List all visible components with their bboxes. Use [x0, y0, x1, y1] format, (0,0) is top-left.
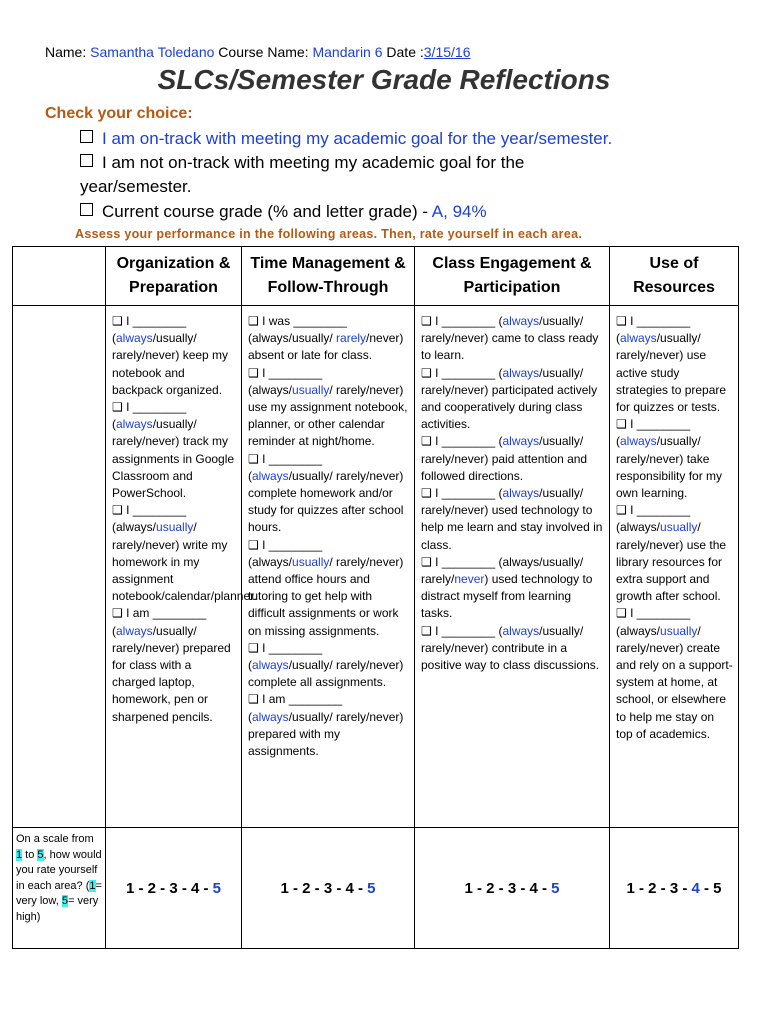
- statement-text: ❑ I ________ (always/: [616, 606, 691, 638]
- date-label: Date :: [382, 44, 424, 60]
- statement-text: ❑ I ________ (always/: [616, 503, 691, 535]
- statement-text: / rarely/never) use the library resources for extra support and growth after school.: [616, 520, 727, 604]
- statement-text: /usually/ rarely/never) keep my notebook and backpack organized.: [112, 331, 229, 397]
- student-name: Samantha Toledano: [90, 44, 215, 60]
- selected-frequency: always: [116, 417, 153, 432]
- scale-min: 1: [16, 848, 23, 861]
- selected-frequency: always: [620, 331, 657, 346]
- statement-text: /usually/ rarely/never) came to class ready to learn.: [421, 314, 599, 363]
- checkbox-icon[interactable]: [80, 130, 93, 143]
- statement-text: /usually/ rarely/never) complete all assignments.: [248, 658, 404, 690]
- rating-selected: 5: [367, 879, 376, 897]
- statement-item[interactable]: [112, 605, 236, 725]
- statement-item[interactable]: [421, 433, 604, 485]
- header-time-management: Time Management & Follow-Through: [242, 247, 415, 306]
- statement-text: /usually/ rarely/never) take responsibility for my own learning.: [616, 434, 723, 501]
- selected-frequency: rarely: [336, 331, 367, 346]
- header-class-engagement: Class Engagement & Participation: [415, 247, 610, 306]
- choice-on-track[interactable]: [80, 127, 612, 151]
- statement-text: ❑ I ________ (always/: [248, 537, 323, 569]
- rating-text: 1 - 2 - 3 - 4 -: [464, 879, 552, 897]
- statement-item[interactable]: [616, 502, 733, 605]
- statement-item[interactable]: [421, 623, 604, 675]
- choice-on-track-label: I am on-track with meeting my academic goal for the year/semester.: [102, 129, 613, 148]
- statement-text: ❑ I ________ (: [421, 314, 503, 328]
- statement-text: ❑ I ________ (: [421, 623, 503, 638]
- name-label: Name:: [45, 44, 91, 60]
- checkbox-icon[interactable]: [80, 203, 93, 216]
- statement-text: /usually/ rarely/never) complete homework and/or study for quizzes after school hours.: [248, 468, 404, 535]
- rating-organization[interactable]: [106, 828, 242, 949]
- rating-selected: 5: [551, 879, 560, 897]
- scale-text: = very low,: [16, 879, 102, 907]
- statement-text: /usually/ rarely/never) track my assignments in Google Classroom and PowerSchool.: [112, 417, 235, 501]
- rating-selected: 4: [691, 879, 700, 897]
- course-grade-value: A, 94%: [431, 202, 487, 221]
- scale-text: = very high): [16, 895, 99, 923]
- page-title: SLCs/Semester Grade Reflections: [157, 64, 611, 95]
- rating-class-engagement[interactable]: [415, 828, 610, 949]
- choice-not-on-track[interactable]: [80, 151, 640, 199]
- selected-frequency: always: [502, 623, 540, 638]
- statement-text: / rarely/never) use my assignment notebook, planner, or other calendar reminder at night/home.: [248, 382, 408, 449]
- selected-frequency: usually: [660, 520, 698, 535]
- statement-text: /usually/ rarely/never) used technology to help me learn and stay involved in class.: [421, 486, 603, 552]
- scale-max: 5: [61, 895, 68, 907]
- rating-text: 1 - 2 - 3 -: [626, 879, 692, 897]
- rating-text: - 5: [699, 879, 722, 897]
- scale-text: On a scale from: [16, 833, 94, 845]
- statement-text: /usually/ rarely/never) use active study strategies to prepare for quizzes or tests.: [616, 331, 727, 415]
- statement-item[interactable]: [421, 365, 604, 434]
- time-management-statements: [242, 306, 415, 828]
- statement-text: / rarely/never) attend office hours and tutoring to get help with difficult assignments or work on missing assignments.: [248, 554, 404, 638]
- selected-frequency: usually: [660, 623, 698, 638]
- reflection-table: [12, 246, 739, 949]
- statement-item[interactable]: [112, 313, 236, 399]
- statement-text: ❑ I was ________ (always/usually/: [248, 314, 347, 346]
- statement-text: ❑ I ________ (: [112, 314, 187, 346]
- header-use-of-resources: Use of Resources: [610, 247, 739, 306]
- statement-item[interactable]: [248, 691, 409, 760]
- selected-frequency: always: [502, 434, 540, 449]
- statement-text: / rarely/never) create and rely on a support-system at home, at school, or elsewhere to help me stay on top of academics.: [616, 623, 733, 741]
- statement-text: ❑ I ________ (always/: [112, 503, 187, 535]
- statement-item[interactable]: [112, 399, 236, 502]
- statement-text: /usually/ rarely/never) paid attention and followed directions.: [421, 434, 588, 483]
- corner-cell: [13, 247, 106, 306]
- statement-text: ❑ I ________ (: [248, 451, 323, 483]
- statement-item[interactable]: [112, 502, 257, 605]
- selected-frequency: always: [252, 468, 289, 483]
- check-choice-heading: Check your choice:: [45, 105, 193, 122]
- statement-item[interactable]: [616, 416, 733, 502]
- selected-frequency: always: [502, 486, 540, 501]
- statement-text: ❑ I ________ (: [616, 314, 691, 346]
- statement-item[interactable]: [421, 554, 604, 623]
- rating-selected: 5: [212, 879, 222, 897]
- date-value: 3/15/16: [423, 44, 471, 60]
- selected-frequency: usually: [292, 554, 330, 569]
- statement-text: /usually/ rarely/never) prepared with my assignments.: [248, 709, 404, 759]
- statement-text: ❑ I ________ (always/usually/ rarely/: [421, 554, 584, 587]
- statement-text: ❑ I ________ (: [421, 434, 503, 449]
- statement-item[interactable]: [248, 365, 409, 451]
- selected-frequency: always: [252, 709, 289, 724]
- statement-text: ❑ I ________ (: [616, 417, 691, 449]
- scale-max: 5: [37, 848, 44, 861]
- rating-time-management[interactable]: [242, 828, 415, 949]
- checkbox-icon[interactable]: [80, 154, 93, 167]
- selected-frequency: usually: [292, 382, 330, 397]
- selected-frequency: always: [620, 434, 657, 449]
- selected-frequency: always: [252, 658, 289, 673]
- rating-text: 1 - 2 - 3 - 4 -: [125, 879, 213, 897]
- selected-frequency: never: [454, 572, 485, 587]
- choice-course-grade[interactable]: [80, 200, 487, 224]
- course-label: Course Name:: [214, 44, 313, 60]
- selected-frequency: always: [116, 623, 153, 638]
- statement-text: /usually/ rarely/never) prepared for class with a charged laptop, homework, pen or sharpened pencils.: [112, 623, 231, 724]
- statement-item[interactable]: [248, 313, 409, 365]
- statement-item[interactable]: [421, 485, 604, 554]
- statement-text: ❑ I ________ (: [248, 640, 323, 673]
- scale-text: to: [22, 848, 38, 861]
- statement-item[interactable]: [421, 313, 604, 365]
- statement-text: /never) absent or late for class.: [248, 331, 404, 363]
- statement-text: ) used technology to distract myself from learning tasks.: [421, 572, 593, 621]
- selected-frequency: always: [502, 365, 540, 380]
- assess-instruction: Assess your performance in the following areas. Then, rate yourself in each area.: [75, 227, 583, 241]
- statement-item[interactable]: [248, 537, 409, 640]
- statements-label-cell: [13, 306, 106, 828]
- rating-use-of-resources[interactable]: [610, 828, 739, 949]
- selected-frequency: usually: [156, 520, 194, 535]
- scale-text: , how would you rate yourself in each area? (: [16, 848, 102, 892]
- statement-text: ❑ I am ________ (: [112, 606, 207, 638]
- statement-text: / rarely/never) write my homework in my assignment notebook/calendar/planner.: [112, 520, 257, 604]
- statement-text: /usually/ rarely/never) participated actively and cooperatively during class activities.: [421, 365, 598, 432]
- choice-not-on-track-label: I am not on-track with meeting my academic goal for the year/semester.: [80, 153, 525, 196]
- organization-statements: [106, 306, 257, 828]
- statement-text: ❑ I ________ (: [421, 365, 503, 380]
- statement-text: ❑ I ________ (always/: [248, 365, 323, 397]
- statement-text: ❑ I ________ (: [421, 486, 503, 501]
- statements-row: [13, 306, 739, 828]
- statement-item[interactable]: [616, 313, 733, 416]
- statement-item[interactable]: [248, 451, 409, 537]
- statement-item[interactable]: [616, 605, 733, 743]
- statement-text: /usually/ rarely/never) contribute in a positive way to class discussions.: [421, 623, 600, 673]
- selected-frequency: always: [116, 331, 153, 346]
- header-row: [13, 247, 739, 306]
- selected-frequency: always: [502, 314, 540, 328]
- rating-row: [13, 828, 739, 949]
- statement-item[interactable]: [248, 640, 409, 692]
- header-organization: Organization & Preparation: [106, 247, 242, 306]
- class-engagement-statements: [415, 306, 610, 828]
- rating-text: 1 - 2 - 3 - 4 -: [280, 879, 368, 897]
- scale-min: 1: [89, 879, 96, 892]
- header-line: [45, 44, 470, 60]
- scale-question: [13, 828, 106, 949]
- choice-course-grade-label: Current course grade (% and letter grade) -: [102, 202, 432, 221]
- statement-text: ❑ I ________ (: [112, 400, 187, 432]
- use-of-resources-statements: [610, 306, 739, 828]
- statement-text: ❑ I am ________ (: [248, 692, 343, 724]
- course-name: Mandarin 6: [312, 44, 383, 60]
